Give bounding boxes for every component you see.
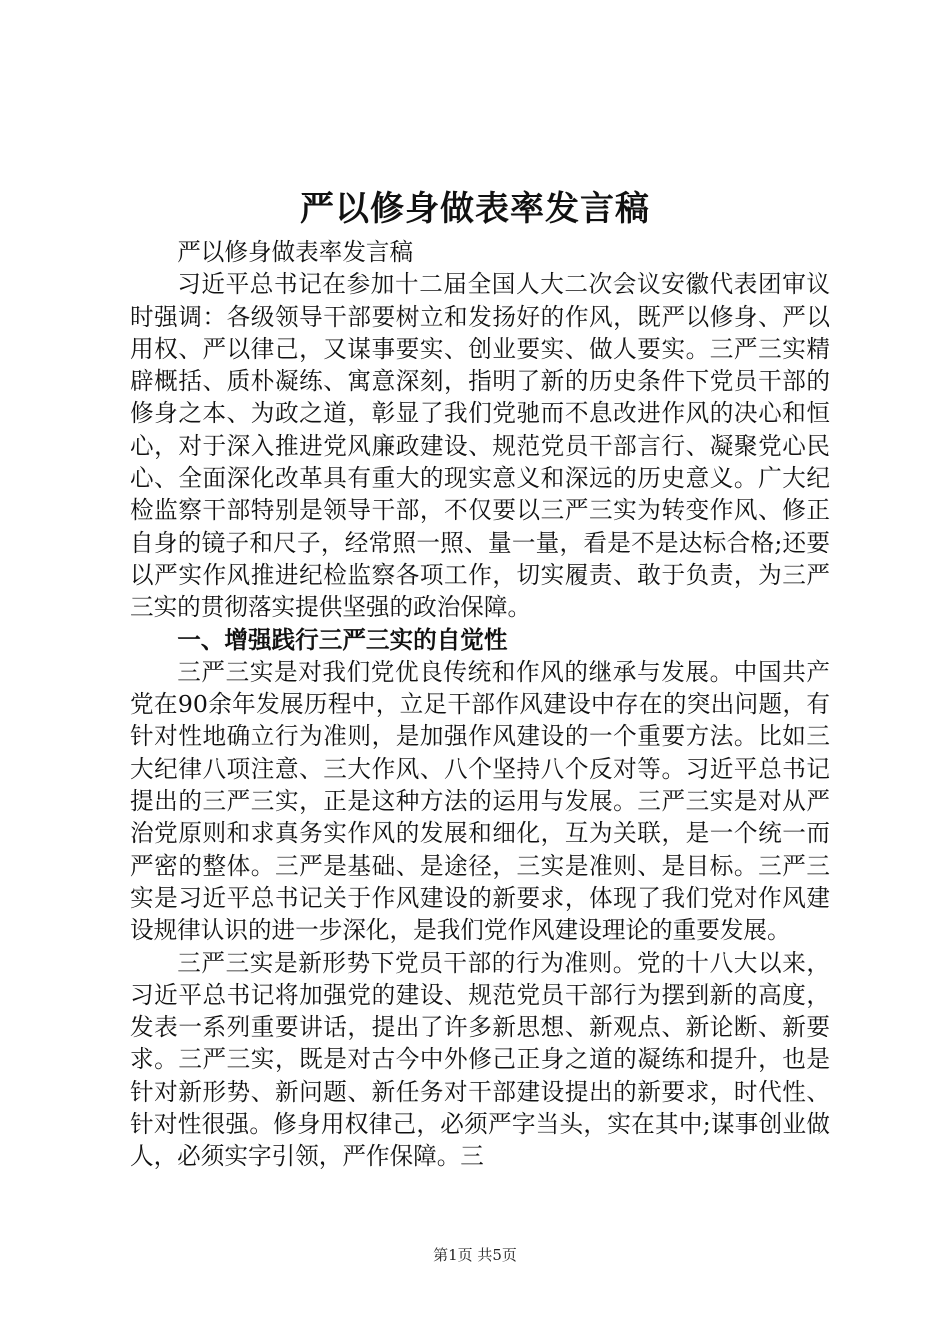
document-title: 严以修身做表率发言稿 <box>300 189 650 229</box>
document-body <box>130 236 830 1173</box>
section-heading: 一、增强践行三严三实的自觉性 <box>177 625 508 654</box>
paragraph-subtitle: 严以修身做表率发言稿 <box>177 238 414 266</box>
page-footer: 第1页 共5页 <box>433 1246 517 1264</box>
paragraph-intro: 习近平总书记在参加十二届全国人大二次会议安徽代表团审议时强调：各级领导干部要树立和发扬好的作风，既严以修身、严以用权、严以律己，又谋事要实、创业要实、做人要实。三严三实精辟概括、质朴凝练、寓意深刻，指明了新的历史条件下党员干部的修身之本、为政之道，彰显了我们党驰而不息改进作风的决心和恒心，对于深入推进党风廉政建设、规范党员干部言行、凝聚党心民心、全面深化改革具有重大的现实意义和深远的历史意义。广大纪检监察干部特别是领导干部，不仅要以三严三实为转变作风、修正自身的镜子和尺子，经常照一照、量一量，看是不是达标合格;还要以严实作风推进纪检监察各项工作，切实履责、敢于负责，为三严三实的贯彻落实提供坚强的政治保障。 <box>130 270 830 622</box>
paragraph-body: 三严三实是新形势下党员干部的行为准则。党的十八大以来，习近平总书记将加强党的建设、规范党员干部行为摆到新的高度，发表一系列重要讲话，提出了许多新思想、新观点、新论断、新要求。三严三实，既是对古今中外修己正身之道的凝练和提升，也是针对新形势、新问题、新任务对干部建设提出的新要求，时代性、针对性很强。修身用权律己，必须严字当头，实在其中;谋事创业做人，必须实字引领，严作保障。三 <box>130 948 830 1171</box>
paragraph-body: 三严三实是对我们党优良传统和作风的继承与发展。中国共产党在90余年发展历程中，立足干部作风建设中存在的突出问题，有针对性地确立行为准则，是加强作风建设的一个重要方法。比如三大纪律八项注意、三大作风、八个坚持八个反对等。习近平总书记提出的三严三实，正是这种方法的运用与发展。三严三实是对从严治党原则和求真务实作风的发展和细化，互为关联，是一个统一而严密的整体。三严是基础、是途径，三实是准则、是目标。三严三实是习近平总书记关于作风建设的新要求，体现了我们党对作风建设规律认识的进一步深化，是我们党作风建设理论的重要发展。 <box>130 657 830 945</box>
